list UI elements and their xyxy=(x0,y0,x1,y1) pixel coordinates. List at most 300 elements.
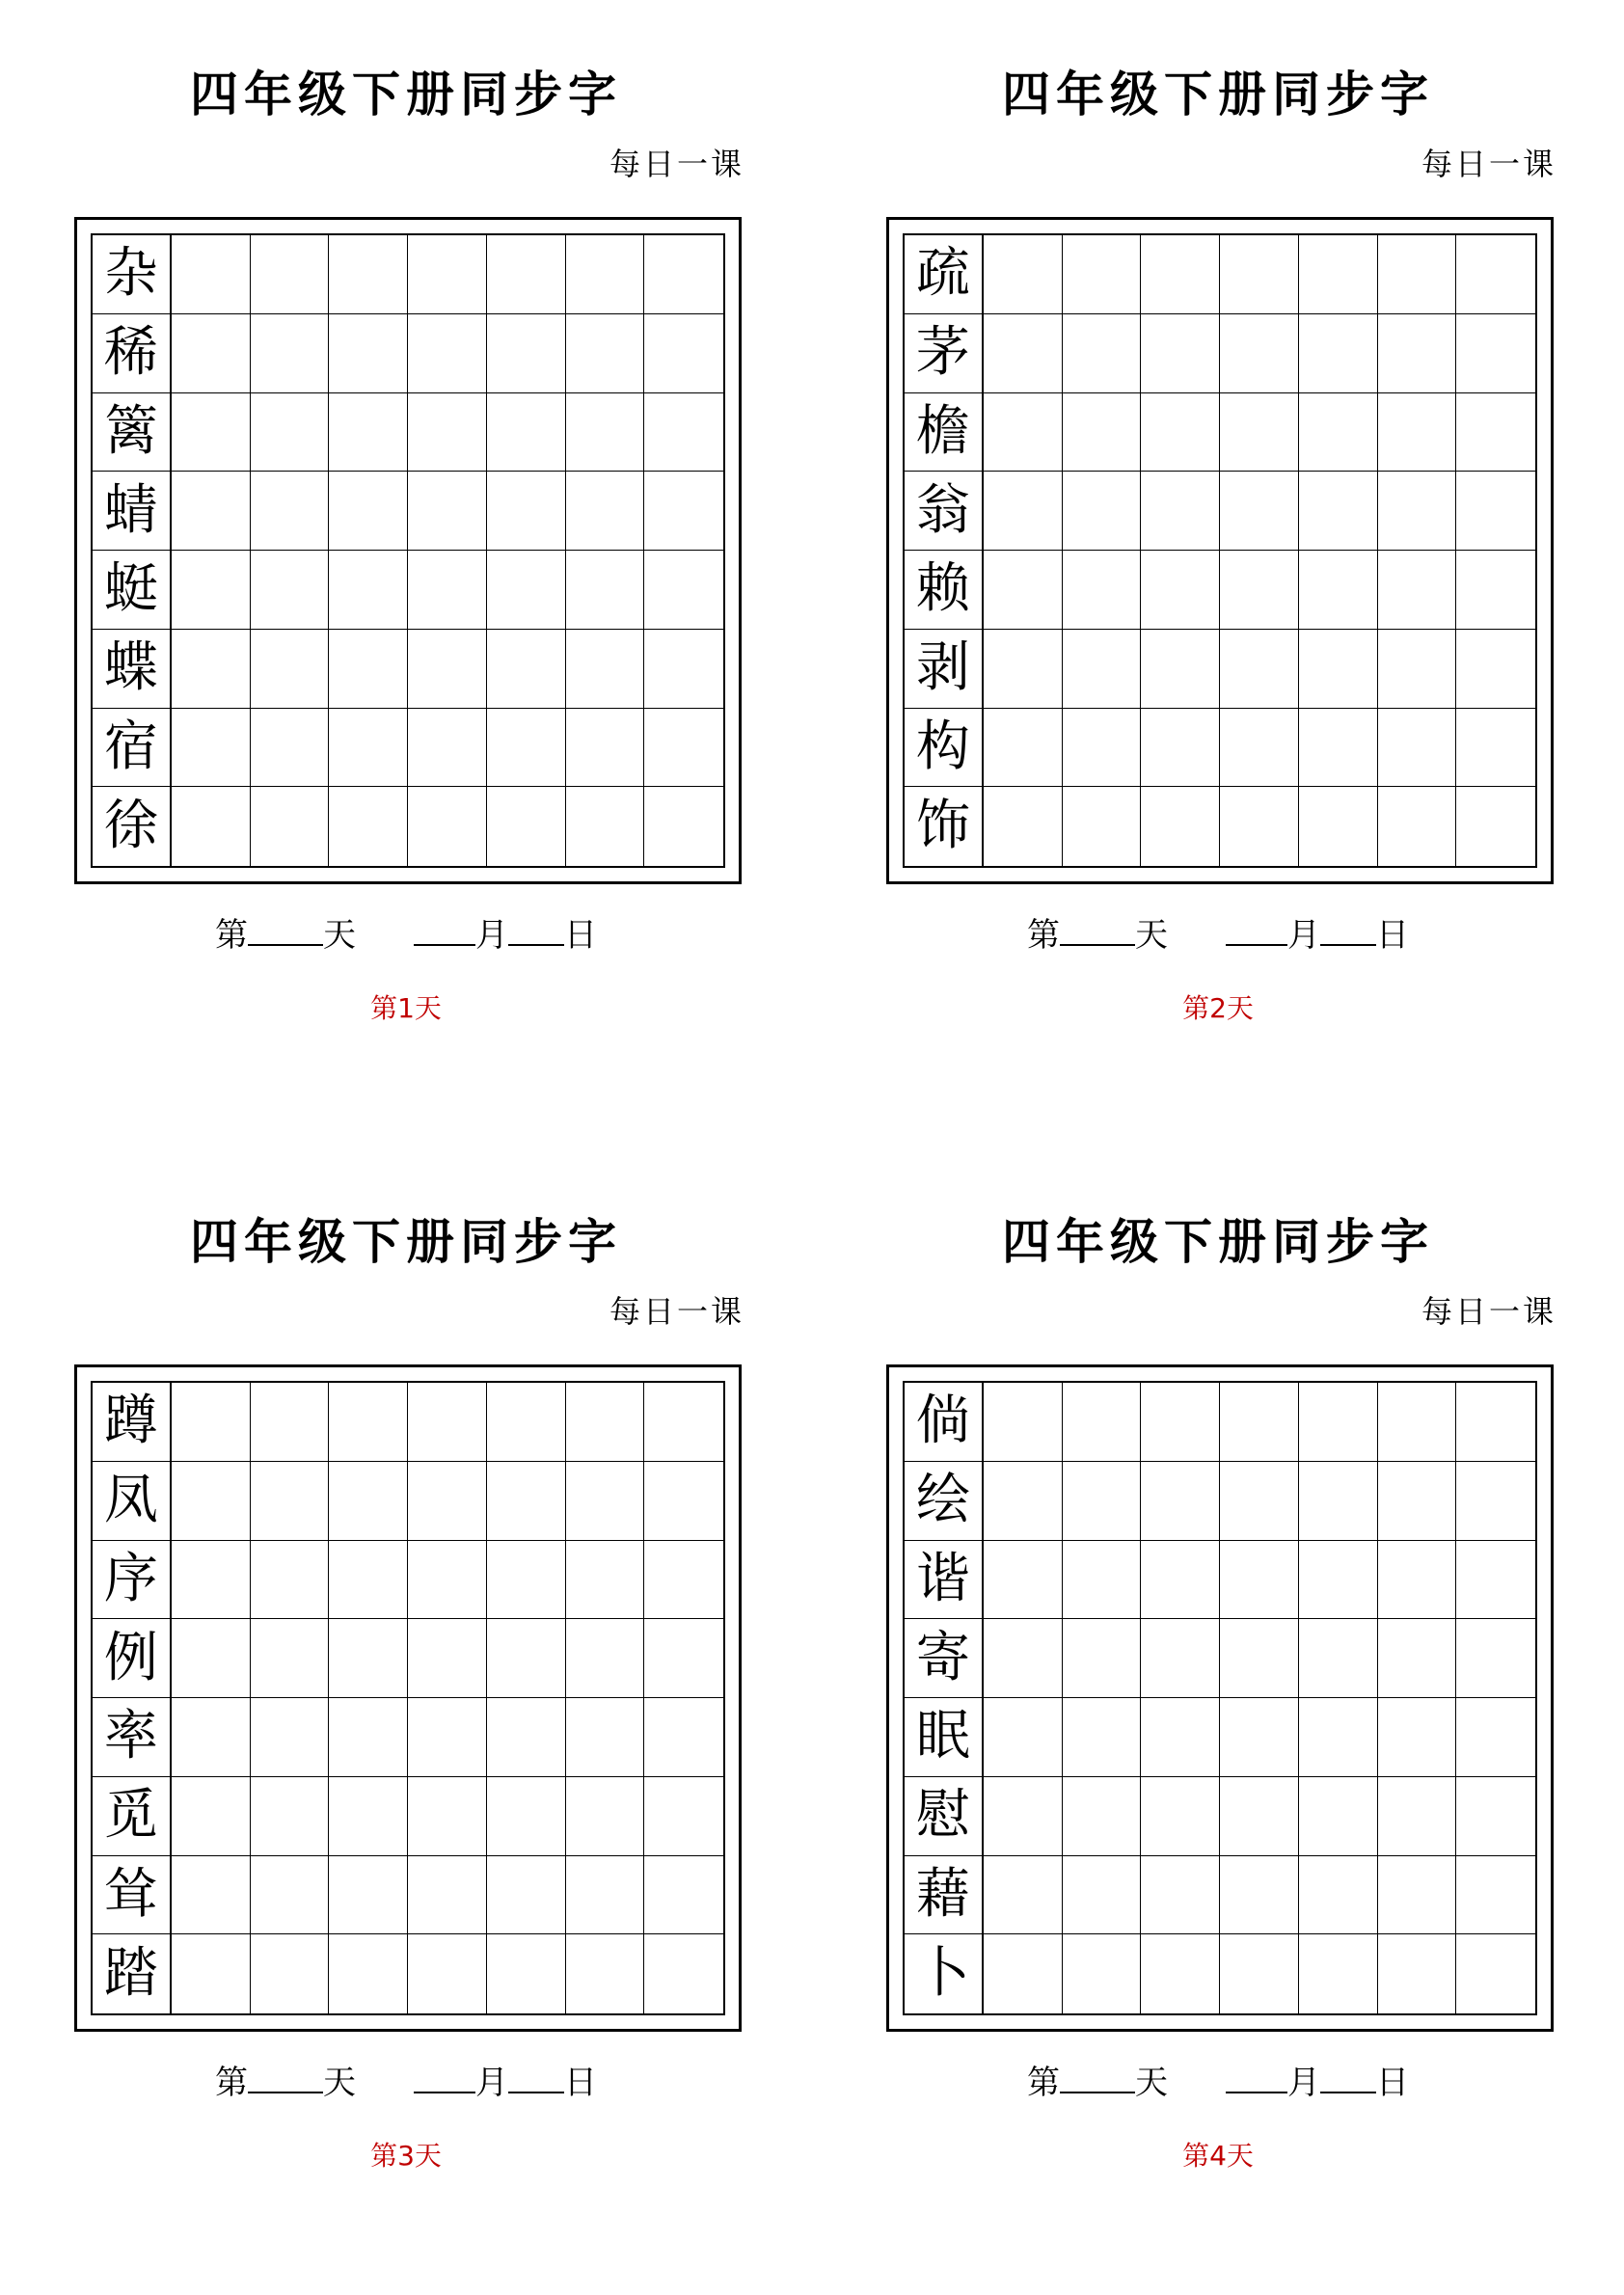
writing-cell[interactable] xyxy=(1141,1698,1220,1777)
writing-cell[interactable] xyxy=(1141,1619,1220,1698)
writing-cell[interactable] xyxy=(1063,551,1142,630)
writing-cell[interactable] xyxy=(1456,472,1535,551)
writing-cell[interactable] xyxy=(1063,235,1142,314)
writing-cell[interactable] xyxy=(1456,630,1535,709)
sheet-title: 四年级下册同步字 xyxy=(1002,1213,1434,1270)
date-prefix: 第 xyxy=(1027,916,1060,955)
writing-cell[interactable] xyxy=(408,1383,487,1462)
writing-cell[interactable] xyxy=(984,1777,1063,1856)
writing-cell[interactable] xyxy=(1378,709,1457,788)
writing-cell[interactable] xyxy=(984,314,1063,393)
writing-cell[interactable] xyxy=(1220,1934,1299,2013)
writing-cell[interactable] xyxy=(1378,630,1457,709)
date-day-unit: 天 xyxy=(1135,2064,1168,2102)
model-character-cell: 篱 xyxy=(93,393,172,472)
writing-cell[interactable] xyxy=(1220,787,1299,866)
writing-cell[interactable] xyxy=(566,1856,645,1935)
writing-cell[interactable] xyxy=(251,1934,330,2013)
date-day: 日 xyxy=(1376,916,1409,955)
model-character-cell: 绘 xyxy=(905,1462,984,1541)
practice-grid-frame xyxy=(74,1364,742,2032)
writing-cell[interactable] xyxy=(487,235,566,314)
writing-cell[interactable] xyxy=(1141,551,1220,630)
model-character-cell: 饰 xyxy=(905,787,984,866)
writing-cell[interactable] xyxy=(984,1462,1063,1541)
writing-cell[interactable] xyxy=(172,314,251,393)
model-character-cell: 眠 xyxy=(905,1698,984,1777)
model-character-cell: 杂 xyxy=(93,235,172,314)
writing-cell[interactable] xyxy=(1063,393,1142,472)
writing-cell[interactable] xyxy=(487,1619,566,1698)
writing-cell[interactable] xyxy=(984,1619,1063,1698)
writing-cell[interactable] xyxy=(408,1462,487,1541)
writing-cell[interactable] xyxy=(329,630,408,709)
writing-cell[interactable] xyxy=(1063,1541,1142,1620)
writing-cell[interactable] xyxy=(1378,235,1457,314)
writing-cell[interactable] xyxy=(566,1934,645,2013)
writing-cell[interactable] xyxy=(1141,1541,1220,1620)
writing-cell[interactable] xyxy=(1299,1856,1378,1935)
model-character-cell: 蹲 xyxy=(93,1383,172,1462)
writing-cell[interactable] xyxy=(1378,314,1457,393)
writing-cell[interactable] xyxy=(1456,1383,1535,1462)
writing-cell[interactable] xyxy=(329,393,408,472)
writing-cell[interactable] xyxy=(566,709,645,788)
writing-cell[interactable] xyxy=(172,551,251,630)
writing-cell[interactable] xyxy=(566,235,645,314)
model-character-cell: 翁 xyxy=(905,472,984,551)
writing-cell[interactable] xyxy=(1378,1856,1457,1935)
writing-cell[interactable] xyxy=(984,393,1063,472)
writing-cell[interactable] xyxy=(1378,1383,1457,1462)
writing-cell[interactable] xyxy=(1456,235,1535,314)
writing-cell[interactable] xyxy=(1299,1777,1378,1856)
day-number-blank[interactable] xyxy=(248,915,323,946)
writing-cell[interactable] xyxy=(566,393,645,472)
writing-cell[interactable] xyxy=(566,1383,645,1462)
writing-cell[interactable] xyxy=(984,472,1063,551)
writing-cell[interactable] xyxy=(644,787,723,866)
writing-cell[interactable] xyxy=(487,1462,566,1541)
writing-cell[interactable] xyxy=(1299,1934,1378,2013)
writing-cell[interactable] xyxy=(487,1934,566,2013)
model-character-cell: 觅 xyxy=(93,1777,172,1856)
writing-cell[interactable] xyxy=(644,1383,723,1462)
writing-cell[interactable] xyxy=(1063,1777,1142,1856)
writing-cell[interactable] xyxy=(251,1698,330,1777)
writing-cell[interactable] xyxy=(251,1856,330,1935)
writing-cell[interactable] xyxy=(566,472,645,551)
writing-cell[interactable] xyxy=(1141,393,1220,472)
writing-cell[interactable] xyxy=(1378,1934,1457,2013)
day-number-blank[interactable] xyxy=(1060,915,1135,946)
practice-grid-frame xyxy=(74,217,742,884)
model-character-cell: 踏 xyxy=(93,1934,172,2013)
writing-cell[interactable] xyxy=(1456,1619,1535,1698)
writing-cell[interactable] xyxy=(644,1934,723,2013)
writing-cell[interactable] xyxy=(1141,472,1220,551)
sheet-subtitle: 每日一课 xyxy=(1421,146,1556,182)
writing-cell[interactable] xyxy=(251,314,330,393)
writing-cell[interactable] xyxy=(1378,1462,1457,1541)
month-blank[interactable] xyxy=(1226,915,1287,946)
writing-cell[interactable] xyxy=(172,1777,251,1856)
writing-cell[interactable] xyxy=(1220,1541,1299,1620)
writing-cell[interactable] xyxy=(1456,314,1535,393)
writing-cell[interactable] xyxy=(1063,709,1142,788)
writing-cell[interactable] xyxy=(644,551,723,630)
writing-cell[interactable] xyxy=(1220,551,1299,630)
writing-cell[interactable] xyxy=(487,551,566,630)
day-blank[interactable] xyxy=(1320,2063,1376,2093)
writing-cell[interactable] xyxy=(251,1541,330,1620)
writing-cell[interactable] xyxy=(644,1698,723,1777)
writing-cell[interactable] xyxy=(408,1934,487,2013)
writing-cell[interactable] xyxy=(172,630,251,709)
writing-cell[interactable] xyxy=(984,1698,1063,1777)
writing-cell[interactable] xyxy=(1141,1856,1220,1935)
writing-cell[interactable] xyxy=(1141,1383,1220,1462)
writing-cell[interactable] xyxy=(329,551,408,630)
writing-cell[interactable] xyxy=(984,551,1063,630)
writing-cell[interactable] xyxy=(1141,1462,1220,1541)
writing-cell[interactable] xyxy=(172,1934,251,2013)
writing-cell[interactable] xyxy=(1378,787,1457,866)
date-line xyxy=(812,2062,1624,2104)
model-character-cell: 蝶 xyxy=(93,630,172,709)
date-month: 月 xyxy=(1287,2064,1320,2102)
writing-cell[interactable] xyxy=(566,1541,645,1620)
practice-grid xyxy=(91,1381,725,2015)
writing-cell[interactable] xyxy=(1220,1777,1299,1856)
writing-cell[interactable] xyxy=(1378,551,1457,630)
writing-cell[interactable] xyxy=(1299,1619,1378,1698)
model-character-cell: 卜 xyxy=(905,1934,984,2013)
writing-cell[interactable] xyxy=(1220,235,1299,314)
sheet-title: 四年级下册同步字 xyxy=(190,1213,622,1270)
writing-cell[interactable] xyxy=(329,1462,408,1541)
writing-cell[interactable] xyxy=(172,1856,251,1935)
day-number-blank[interactable] xyxy=(1060,2063,1135,2093)
writing-cell[interactable] xyxy=(1299,630,1378,709)
date-prefix: 第 xyxy=(215,2064,248,2102)
day-blank[interactable] xyxy=(508,915,564,946)
writing-cell[interactable] xyxy=(1456,1698,1535,1777)
model-character-cell: 倘 xyxy=(905,1383,984,1462)
model-character-cell: 蜻 xyxy=(93,472,172,551)
model-character-cell: 谐 xyxy=(905,1541,984,1620)
writing-cell[interactable] xyxy=(1378,1698,1457,1777)
writing-cell[interactable] xyxy=(1299,1541,1378,1620)
month-blank[interactable] xyxy=(414,915,475,946)
practice-sheet xyxy=(0,1148,812,2295)
writing-cell[interactable] xyxy=(1378,393,1457,472)
writing-cell[interactable] xyxy=(984,235,1063,314)
writing-cell[interactable] xyxy=(644,709,723,788)
writing-cell[interactable] xyxy=(1141,1777,1220,1856)
writing-cell[interactable] xyxy=(329,472,408,551)
writing-cell[interactable] xyxy=(408,787,487,866)
writing-cell[interactable] xyxy=(329,1934,408,2013)
writing-cell[interactable] xyxy=(329,314,408,393)
writing-cell[interactable] xyxy=(644,314,723,393)
writing-cell[interactable] xyxy=(408,393,487,472)
day-blank[interactable] xyxy=(1320,915,1376,946)
date-line xyxy=(812,914,1624,957)
practice-grid xyxy=(903,233,1537,868)
writing-cell[interactable] xyxy=(1141,235,1220,314)
date-line xyxy=(0,2062,812,2104)
sheet-subtitle: 每日一课 xyxy=(609,1293,744,1330)
writing-cell[interactable] xyxy=(566,1462,645,1541)
date-day: 日 xyxy=(1376,2064,1409,2102)
day-number-blank[interactable] xyxy=(248,2063,323,2093)
writing-cell[interactable] xyxy=(566,1777,645,1856)
writing-cell[interactable] xyxy=(172,787,251,866)
writing-cell[interactable] xyxy=(1456,1777,1535,1856)
writing-cell[interactable] xyxy=(487,472,566,551)
writing-cell[interactable] xyxy=(408,1777,487,1856)
writing-cell[interactable] xyxy=(1063,630,1142,709)
model-character-cell: 宿 xyxy=(93,709,172,788)
month-blank[interactable] xyxy=(1226,2063,1287,2093)
writing-cell[interactable] xyxy=(172,472,251,551)
writing-cell[interactable] xyxy=(1299,393,1378,472)
writing-cell[interactable] xyxy=(566,1619,645,1698)
writing-cell[interactable] xyxy=(1299,235,1378,314)
writing-cell[interactable] xyxy=(984,630,1063,709)
model-character-cell: 凤 xyxy=(93,1462,172,1541)
writing-cell[interactable] xyxy=(566,787,645,866)
writing-cell[interactable] xyxy=(408,1619,487,1698)
writing-cell[interactable] xyxy=(1456,1934,1535,2013)
writing-cell[interactable] xyxy=(329,1777,408,1856)
writing-cell[interactable] xyxy=(329,1698,408,1777)
date-day-unit: 天 xyxy=(323,2064,356,2102)
writing-cell[interactable] xyxy=(172,1383,251,1462)
writing-cell[interactable] xyxy=(172,1462,251,1541)
writing-cell[interactable] xyxy=(329,1619,408,1698)
writing-cell[interactable] xyxy=(251,393,330,472)
writing-cell[interactable] xyxy=(329,1383,408,1462)
writing-cell[interactable] xyxy=(566,630,645,709)
writing-cell[interactable] xyxy=(984,1541,1063,1620)
writing-cell[interactable] xyxy=(408,630,487,709)
writing-cell[interactable] xyxy=(172,709,251,788)
practice-grid xyxy=(91,233,725,868)
writing-cell[interactable] xyxy=(1063,1383,1142,1462)
writing-cell[interactable] xyxy=(172,1619,251,1698)
writing-cell[interactable] xyxy=(984,1856,1063,1935)
writing-cell[interactable] xyxy=(1299,314,1378,393)
writing-cell[interactable] xyxy=(1456,1462,1535,1541)
writing-cell[interactable] xyxy=(1378,1619,1457,1698)
writing-cell[interactable] xyxy=(1299,787,1378,866)
writing-cell[interactable] xyxy=(251,472,330,551)
writing-cell[interactable] xyxy=(1456,551,1535,630)
model-character-cell: 率 xyxy=(93,1698,172,1777)
writing-cell[interactable] xyxy=(172,393,251,472)
writing-cell[interactable] xyxy=(1141,314,1220,393)
writing-cell[interactable] xyxy=(1220,1698,1299,1777)
sheet-subtitle: 每日一课 xyxy=(609,146,744,182)
date-month: 月 xyxy=(475,916,508,955)
writing-cell[interactable] xyxy=(644,472,723,551)
writing-cell[interactable] xyxy=(1141,1934,1220,2013)
writing-cell[interactable] xyxy=(408,709,487,788)
day-blank[interactable] xyxy=(508,2063,564,2093)
day-label: 第3天 xyxy=(370,2140,442,2172)
writing-cell[interactable] xyxy=(172,1541,251,1620)
writing-cell[interactable] xyxy=(1299,551,1378,630)
model-character-cell: 剥 xyxy=(905,630,984,709)
writing-cell[interactable] xyxy=(644,1777,723,1856)
writing-cell[interactable] xyxy=(644,1856,723,1935)
writing-cell[interactable] xyxy=(329,235,408,314)
writing-cell[interactable] xyxy=(1456,393,1535,472)
writing-cell[interactable] xyxy=(566,1698,645,1777)
writing-cell[interactable] xyxy=(408,1698,487,1777)
model-character-cell: 徐 xyxy=(93,787,172,866)
writing-cell[interactable] xyxy=(251,1462,330,1541)
writing-cell[interactable] xyxy=(251,1777,330,1856)
writing-cell[interactable] xyxy=(984,709,1063,788)
writing-cell[interactable] xyxy=(1141,630,1220,709)
writing-cell[interactable] xyxy=(408,1856,487,1935)
practice-grid-frame xyxy=(886,217,1554,884)
month-blank[interactable] xyxy=(414,2063,475,2093)
model-character-cell: 例 xyxy=(93,1619,172,1698)
writing-cell[interactable] xyxy=(487,1777,566,1856)
writing-cell[interactable] xyxy=(251,235,330,314)
writing-cell[interactable] xyxy=(1456,787,1535,866)
writing-cell[interactable] xyxy=(1378,472,1457,551)
writing-cell[interactable] xyxy=(984,1383,1063,1462)
writing-cell[interactable] xyxy=(408,314,487,393)
writing-cell[interactable] xyxy=(1220,314,1299,393)
writing-cell[interactable] xyxy=(1220,709,1299,788)
date-month: 月 xyxy=(475,2064,508,2102)
writing-cell[interactable] xyxy=(1456,1856,1535,1935)
writing-cell[interactable] xyxy=(1299,472,1378,551)
practice-grid xyxy=(903,1381,1537,2015)
writing-cell[interactable] xyxy=(1063,1856,1142,1935)
writing-cell[interactable] xyxy=(1299,1383,1378,1462)
writing-cell[interactable] xyxy=(1063,1934,1142,2013)
writing-cell[interactable] xyxy=(1220,1383,1299,1462)
writing-cell[interactable] xyxy=(329,1856,408,1935)
writing-cell[interactable] xyxy=(1063,314,1142,393)
writing-cell[interactable] xyxy=(329,709,408,788)
writing-cell[interactable] xyxy=(251,787,330,866)
model-character-cell: 藉 xyxy=(905,1856,984,1935)
model-character-cell: 茅 xyxy=(905,314,984,393)
date-day-unit: 天 xyxy=(1135,916,1168,955)
writing-cell[interactable] xyxy=(251,630,330,709)
writing-cell[interactable] xyxy=(1063,472,1142,551)
writing-cell[interactable] xyxy=(487,787,566,866)
writing-cell[interactable] xyxy=(644,1541,723,1620)
writing-cell[interactable] xyxy=(1456,1541,1535,1620)
writing-cell[interactable] xyxy=(566,551,645,630)
writing-cell[interactable] xyxy=(1299,1462,1378,1541)
writing-cell[interactable] xyxy=(487,1698,566,1777)
writing-cell[interactable] xyxy=(1141,787,1220,866)
writing-cell[interactable] xyxy=(487,314,566,393)
model-character-cell: 赖 xyxy=(905,551,984,630)
writing-cell[interactable] xyxy=(251,709,330,788)
writing-cell[interactable] xyxy=(1299,709,1378,788)
writing-cell[interactable] xyxy=(984,787,1063,866)
writing-cell[interactable] xyxy=(408,235,487,314)
writing-cell[interactable] xyxy=(566,314,645,393)
writing-cell[interactable] xyxy=(1299,1698,1378,1777)
writing-cell[interactable] xyxy=(1063,1462,1142,1541)
writing-cell[interactable] xyxy=(487,709,566,788)
practice-sheet xyxy=(0,0,812,1148)
writing-cell[interactable] xyxy=(1063,787,1142,866)
writing-cell[interactable] xyxy=(329,1541,408,1620)
practice-sheet xyxy=(812,1148,1624,2295)
writing-cell[interactable] xyxy=(644,393,723,472)
model-character-cell: 檐 xyxy=(905,393,984,472)
writing-cell[interactable] xyxy=(1220,393,1299,472)
writing-cell[interactable] xyxy=(644,630,723,709)
writing-cell[interactable] xyxy=(644,1619,723,1698)
model-character-cell: 耸 xyxy=(93,1856,172,1935)
writing-cell[interactable] xyxy=(644,1462,723,1541)
writing-cell[interactable] xyxy=(408,472,487,551)
writing-cell[interactable] xyxy=(1456,709,1535,788)
writing-cell[interactable] xyxy=(487,1383,566,1462)
writing-cell[interactable] xyxy=(251,1383,330,1462)
writing-cell[interactable] xyxy=(1220,1619,1299,1698)
model-character-cell: 慰 xyxy=(905,1777,984,1856)
writing-cell[interactable] xyxy=(487,393,566,472)
writing-cell[interactable] xyxy=(487,1541,566,1620)
date-prefix: 第 xyxy=(1027,2064,1060,2102)
writing-cell[interactable] xyxy=(487,1856,566,1935)
writing-cell[interactable] xyxy=(984,1934,1063,2013)
writing-cell[interactable] xyxy=(487,630,566,709)
date-prefix: 第 xyxy=(215,916,248,955)
day-label: 第4天 xyxy=(1182,2140,1254,2172)
writing-cell[interactable] xyxy=(1141,709,1220,788)
writing-cell[interactable] xyxy=(172,1698,251,1777)
day-label: 第1天 xyxy=(370,992,442,1024)
writing-cell[interactable] xyxy=(329,787,408,866)
sheet-title: 四年级下册同步字 xyxy=(190,66,622,122)
writing-cell[interactable] xyxy=(172,235,251,314)
writing-cell[interactable] xyxy=(1220,630,1299,709)
model-character-cell: 稀 xyxy=(93,314,172,393)
writing-cell[interactable] xyxy=(1378,1777,1457,1856)
practice-grid-frame xyxy=(886,1364,1554,2032)
writing-cell[interactable] xyxy=(1063,1698,1142,1777)
date-month: 月 xyxy=(1287,916,1320,955)
writing-cell[interactable] xyxy=(1220,1462,1299,1541)
writing-cell[interactable] xyxy=(1378,1541,1457,1620)
writing-cell[interactable] xyxy=(251,1619,330,1698)
writing-cell[interactable] xyxy=(644,235,723,314)
model-character-cell: 构 xyxy=(905,709,984,788)
writing-cell[interactable] xyxy=(1063,1619,1142,1698)
writing-cell[interactable] xyxy=(251,551,330,630)
writing-cell[interactable] xyxy=(408,1541,487,1620)
writing-cell[interactable] xyxy=(1220,472,1299,551)
writing-cell[interactable] xyxy=(1220,1856,1299,1935)
writing-cell[interactable] xyxy=(408,551,487,630)
